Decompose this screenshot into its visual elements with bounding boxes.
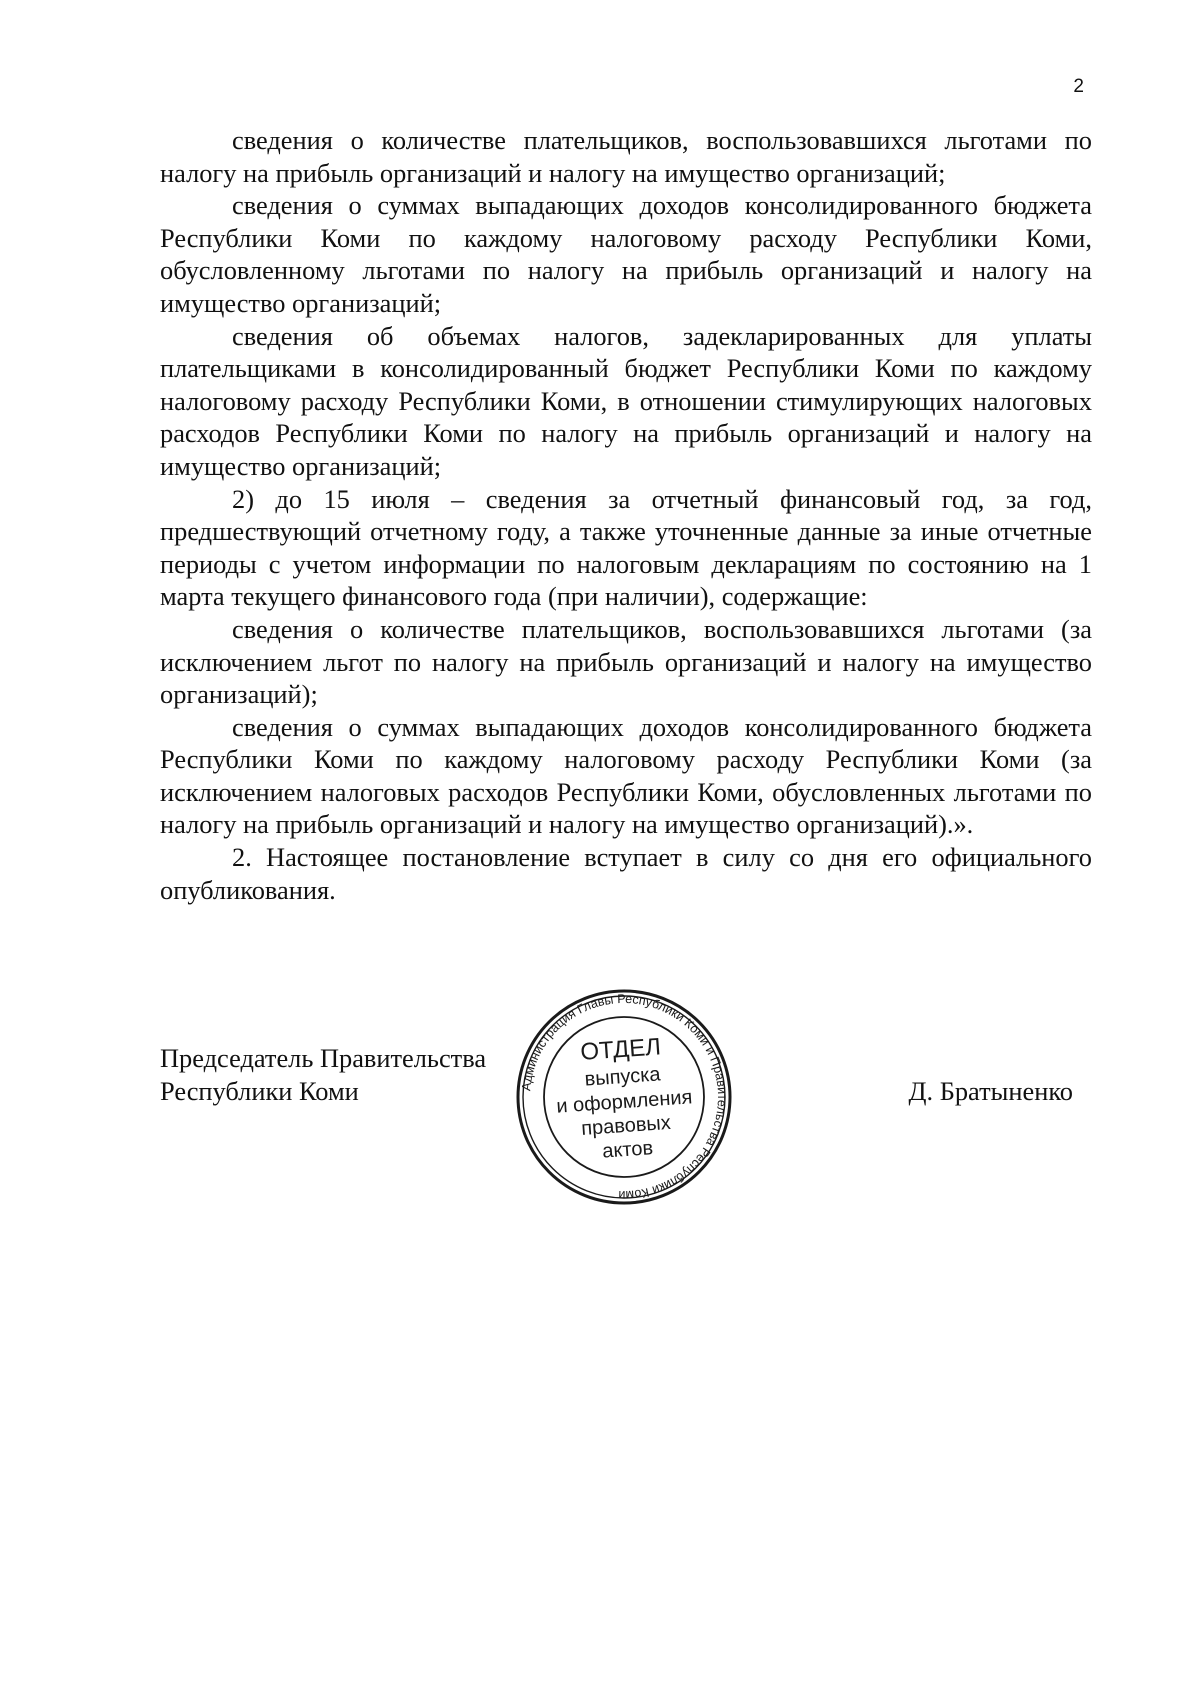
official-stamp bbox=[514, 987, 734, 1207]
signatory-name: Д. Братыненко bbox=[908, 1076, 1073, 1106]
paragraph: 2) до 15 июля – сведения за отчетный финансовый год, за год, предшествующий отчетному году, а также уточненные данные за иные отчетные периоды с учетом информации по налоговым декларациям по состоянию на 1 марта текущего финансового года (при наличии), содержащие: bbox=[160, 483, 1092, 612]
paragraph: сведения об объемах налогов, задекларированных для уплаты плательщиками в консолидированный бюджет Республики Коми по каждому налоговому расходу Республики Коми, в отношении стимулирующих налоговых расходов Республики Коми по налогу на прибыль организаций и налогу на имущество организаций; bbox=[160, 320, 1092, 481]
stamp-center-line: и оформления bbox=[555, 1086, 694, 1118]
stamp-center-line: выпуска bbox=[583, 1063, 662, 1091]
stamp-center-line: ОТДЕЛ bbox=[579, 1033, 662, 1066]
paragraph: 2. Настоящее постановление вступает в силу со дня его официального опубликования. bbox=[160, 842, 1092, 905]
signatory-position-line: Председатель Правительства bbox=[160, 1043, 487, 1073]
page-number: 2 bbox=[1073, 76, 1084, 97]
paragraph: сведения о количестве плательщиков, воспользовавшихся льготами (за исключением льгот по налогу на прибыль организаций и налогу на имущество организаций); bbox=[160, 613, 1092, 710]
paragraph: сведения о количестве плательщиков, воспользовавшихся льготами по налогу на прибыль организаций и налогу на имущество организаций; bbox=[160, 125, 1092, 188]
paragraph: сведения о суммах выпадающих доходов консолидированного бюджета Республики Коми по каждому налоговому расходу Республики Коми, обусловленному льготами по налогу на прибыль организаций и налогу на имущество организаций; bbox=[160, 190, 1092, 318]
document-body bbox=[160, 124, 1092, 906]
paragraph: сведения о суммах выпадающих доходов консолидированного бюджета Республики Коми по каждому налоговому расходу Республики Коми (за исключением налоговых расходов Республики Коми, обусловленных льготами по налогу на прибыль организаций и налогу на имущество организаций).». bbox=[160, 711, 1092, 840]
stamp-ring-text: Администрация Главы Республики Коми и Правительства Республики Коми bbox=[519, 991, 730, 1203]
signatory-position bbox=[160, 1042, 486, 1107]
stamp-center-line: правовых bbox=[580, 1111, 672, 1141]
signatory-position-line: Республики Коми bbox=[160, 1075, 359, 1106]
stamp-center-line: актов bbox=[601, 1137, 654, 1163]
